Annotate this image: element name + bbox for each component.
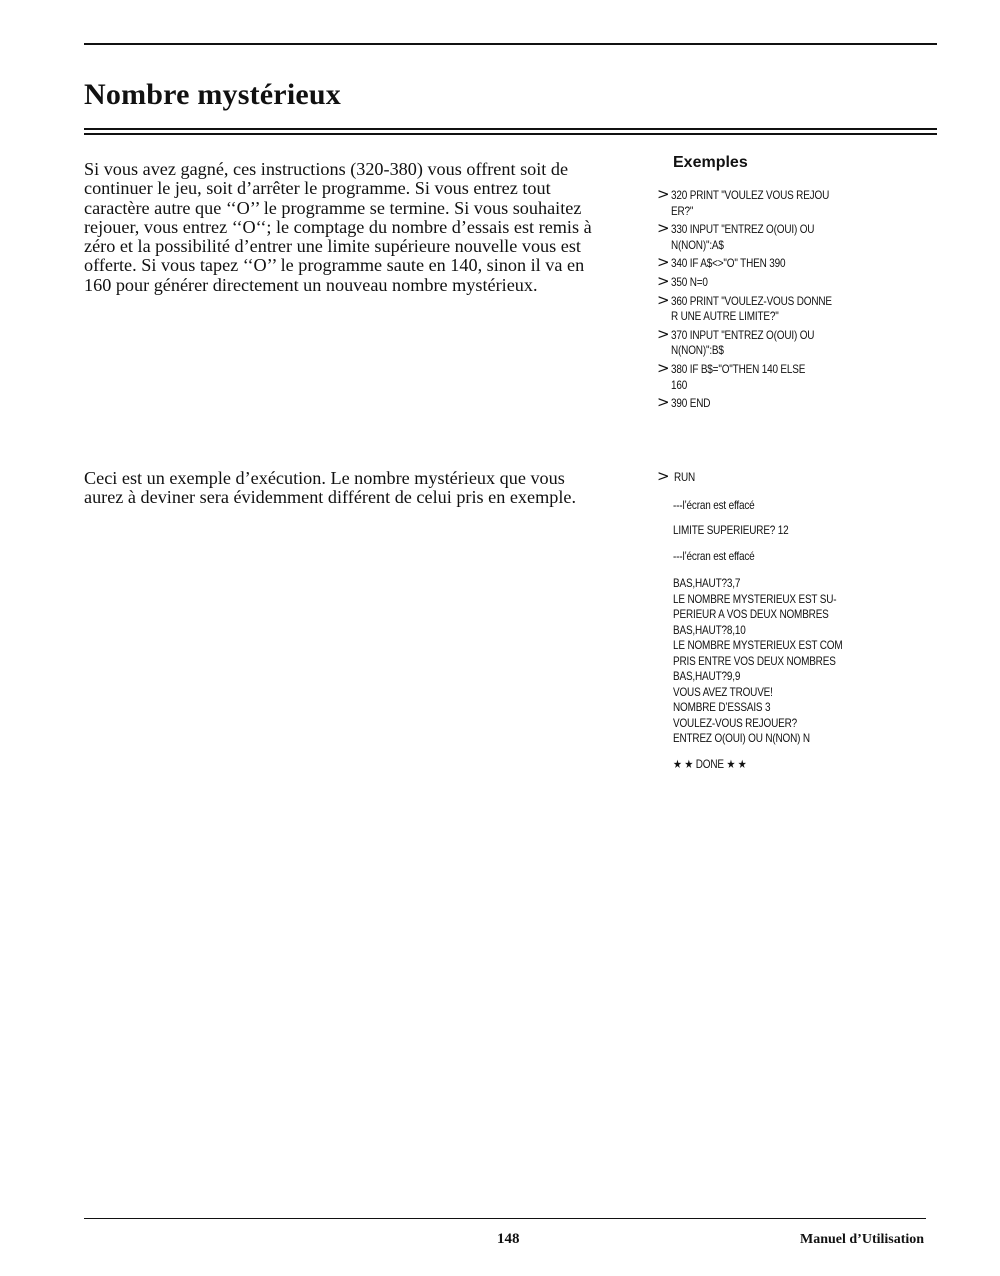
paragraph-line: caractère autre que ‘‘O’’ le programme se termine. Si vous souhaitez (84, 197, 582, 218)
output-line: NOMBRE D’ESSAIS 3 (673, 701, 771, 714)
prompt-icon: > (657, 324, 670, 343)
code-line-continuation: 160 (671, 378, 688, 392)
output-line: BAS,HAUT?8,10 (673, 623, 746, 637)
output-line: ENTREZ O(OUI) OU N(NON) N (673, 732, 810, 745)
code-line-continuation: N(NON)":A$ (671, 238, 724, 252)
prompt-icon: > (657, 219, 670, 238)
output-line: VOUS AVEZ TROUVE! (673, 685, 773, 699)
code-line: 390 END (671, 397, 711, 411)
run-session (657, 469, 957, 771)
page-title: Nombre mystérieux (84, 78, 341, 111)
code-line-continuation: ER?" (671, 204, 694, 218)
paragraph-line: Si vous avez gagné, ces instructions (320-380) vous offrent soit de (84, 159, 569, 179)
page-number: 148 (497, 1231, 520, 1247)
paragraph-continue-game (84, 160, 624, 295)
output-line: PRIS ENTRE VOS DEUX NOMBRES (673, 654, 836, 668)
code-line-continuation: N(NON)":B$ (671, 344, 724, 358)
paragraph-line: continuer le jeu, soit d’arrêter le programme. Si vous entrez tout (84, 178, 551, 199)
code-line: 320 PRINT "VOULEZ VOUS REJOU (671, 189, 830, 202)
run-output (657, 575, 957, 746)
prompt-icon: > (657, 467, 670, 485)
screen-cleared-note: ---l’écran est effacé (673, 549, 755, 563)
output-line: VOULEZ-VOUS REJOUER? (673, 716, 797, 730)
code-entry-320 (657, 187, 957, 218)
code-line: 370 INPUT "ENTREZ O(OUI) OU (671, 328, 815, 342)
examples-heading: Exemples (673, 154, 748, 171)
paragraph-execution-example (84, 469, 624, 508)
done-message: ★ ★ DONE ★ ★ (673, 757, 747, 771)
prompt-icon: > (657, 253, 670, 272)
limit-prompt: LIMITE SUPERIEURE? 12 (673, 524, 789, 537)
title-rule-upper (84, 128, 937, 130)
output-line: BAS,HAUT?3,7 (673, 577, 741, 590)
prompt-icon: > (657, 290, 670, 309)
code-line: 340 IF A$<>"O" THEN 390 (671, 257, 786, 271)
footer-rule (84, 1218, 926, 1219)
code-line: 330 INPUT "ENTREZ O(OUI) OU (671, 223, 815, 237)
code-line: 380 IF B$="O"THEN 140 ELSE (671, 362, 806, 376)
output-line: BAS,HAUT?9,9 (673, 670, 741, 683)
top-rule (84, 43, 937, 45)
code-entry-330 (657, 221, 957, 252)
output-line: PERIEUR A VOS DEUX NOMBRES (673, 608, 829, 621)
manual-title: Manuel d’Utilisation (800, 1232, 925, 1247)
title-rule-lower (84, 133, 937, 135)
code-entry-350 (657, 271, 957, 290)
code-entry-340 (657, 255, 957, 271)
code-line: 350 N=0 (671, 275, 708, 289)
paragraph-line: 160 pour générer directement un nouveau nombre mystérieux. (84, 274, 538, 295)
code-line: 360 PRINT "VOULEZ-VOUS DONNE (671, 294, 832, 308)
paragraph-line: Ceci est un exemple d’exécution. Le nombre mystérieux que vous (84, 468, 565, 488)
code-entry-390 (657, 395, 957, 411)
paragraph-line: rejouer, vous entrez ‘‘O‘‘; le comptage du nombre d’essais est remis à (84, 216, 592, 237)
output-line: LE NOMBRE MYSTERIEUX EST SU- (673, 592, 837, 606)
prompt-icon: > (657, 393, 670, 412)
run-command: RUN (673, 471, 695, 484)
prompt-icon: > (657, 185, 670, 203)
code-listing (657, 187, 957, 414)
output-line: LE NOMBRE MYSTERIEUX EST COM (673, 639, 843, 652)
prompt-icon: > (657, 271, 670, 290)
paragraph-line: offerte. Si vous tapez ‘‘O’’ le programme saute en 140, sinon il va en (84, 255, 585, 276)
run-command-row (657, 469, 957, 485)
code-entry-360 (657, 290, 957, 324)
code-entry-380 (657, 358, 957, 392)
prompt-icon: > (657, 358, 670, 377)
code-entry-370 (657, 324, 957, 358)
paragraph-line: zéro et la possibilité d’entrer une limite supérieure nouvelle vous est (84, 236, 581, 257)
screen-cleared-note: ---l’écran est effacé (673, 498, 755, 512)
code-line-continuation: R UNE AUTRE LIMITE?" (671, 310, 779, 324)
paragraph-line: aurez à deviner sera évidemment différent de celui pris en exemple. (84, 487, 577, 508)
